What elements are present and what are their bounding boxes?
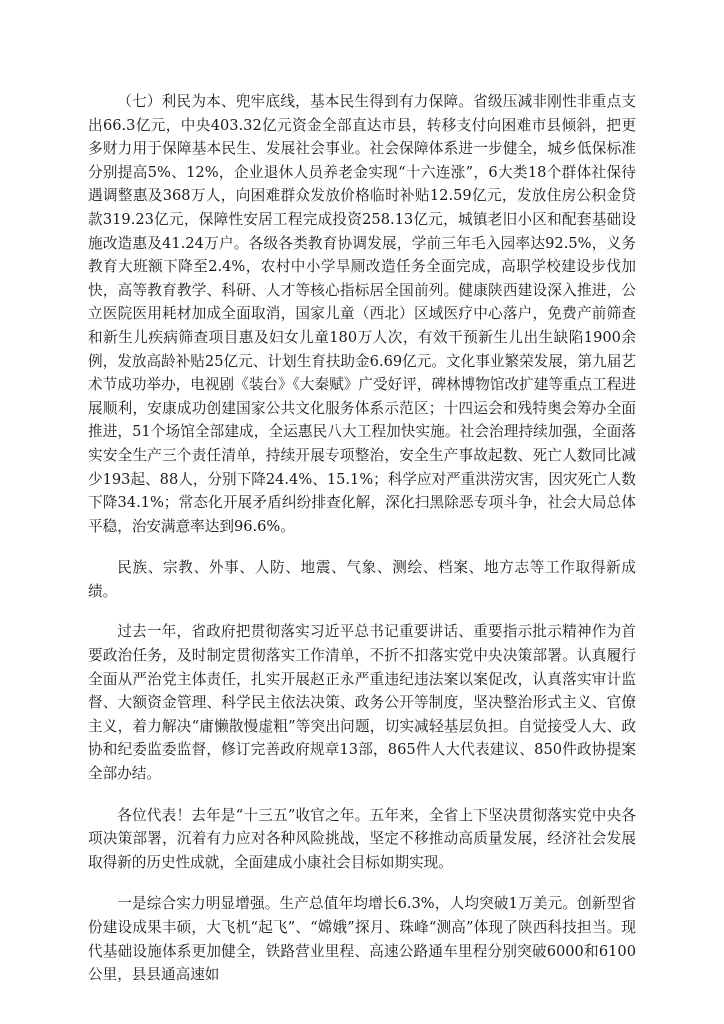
document-body: [88, 90, 636, 1005]
paragraph-livelihood: （七）利民为本、兜牢底线，基本民生得到有力保障。省级压减非刚性非重点支出66.3亿元，中央403.32亿元资金全部直达市县，转移支付向困难市县倾斜，把更多财力用于保障基本民生、发展社会事业。社会保障体系进一步健全，城乡低保标准分别提高5%、12%，企业退休人员养老金实现“十六连涨”，6大类18个群体社保待遇调整惠及368万人，向困难群众发放价格临时补贴12.59亿元，发放住房公积金贷款319.23亿元，保障性安居工程完成投资258.13亿元，城镇老旧小区和配套基础设施改造惠及41.24万户。各级各类教育协调发展，学前三年毛入园率达92.5%，义务教育大班额下降至2.4%，农村中小学旱厕改造任务全面完成，高职学校建设步伐加快，高等教育教学、科研、人才等核心指标居全国前列。健康陕西建设深入推进，公立医院医用耗材加成全面取消，国家儿童（西北）区域医疗中心落户，免费产前筛查和新生儿疾病筛查项目惠及妇女儿童180万人次，有效干预新生儿出生缺陷1900余例，发放高龄补贴25亿元、计划生育扶助金6.69亿元。文化事业繁荣发展，第九届艺术节成功举办，电视剧《装台》《大秦赋》广受好评，碑林博物馆改扩建等重点工程进展顺利，安康成功创建国家公共文化服务体系示范区；十四运会和残特奥会筹办全面推进，51个场馆全部建成，全运惠民八大工程加快实施。社会治理持续加强，全面落实安全生产三个责任清单，持续开展专项整治，安全生产事故起数、死亡人数同比减少193起、88人，分别下降24.4%、15.1%；科学应对严重洪涝灾害，因灾死亡人数下降34.1%；常态化开展矛盾纠纷排查化解，深化扫黑除恶专项斗争，社会大局总体平稳，治安满意率达到96.6%。: [88, 93, 636, 535]
paragraph-other-work: 民族、宗教、外事、人防、地震、气象、测绘、档案、地方志等工作取得新成绩。: [88, 559, 636, 600]
paragraph-five-years: 各位代表！去年是“十三五”收官之年。五年来，全省上下坚决贯彻落实党中央各项决策部署，沉着有力应对各种风险挑战，坚定不移推动高质量发展，经济社会发展取得新的历史性成就，全面建成小康社会目标如期实现。: [88, 806, 636, 871]
paragraph-overall-strength: 一是综合实力明显增强。生产总值年均增长6.3%，人均突破1万美元。创新型省份建设成果丰硕，大飞机“起飞”、“嫦娥”探月、珠峰“测高”体现了陕西科技担当。现代基础设施体系更加健全，铁路营业里程、高速公路通车里程分别突破6000和6100公里，县县通高速如: [88, 895, 636, 984]
paragraph-government-work: 过去一年，省政府把贯彻落实习近平总书记重要讲话、重要指示批示精神作为首要政治任务，及时制定贯彻落实工作清单，不折不扣落实党中央决策部署。认真履行全面从严治党主体责任，扎实开展赵正永严重违纪违法案以案促改，认真落实审计监督、大额资金管理、科学民主依法决策、政务公开等制度，坚决整治形式主义、官僚主义，着力解决“庸懒散慢虚粗”等突出问题，切实减轻基层负担。自觉接受人大、政协和纪委监委监督，修订完善政府规章13部，865件人大代表建议、850件政协提案全部办结。: [88, 623, 636, 783]
